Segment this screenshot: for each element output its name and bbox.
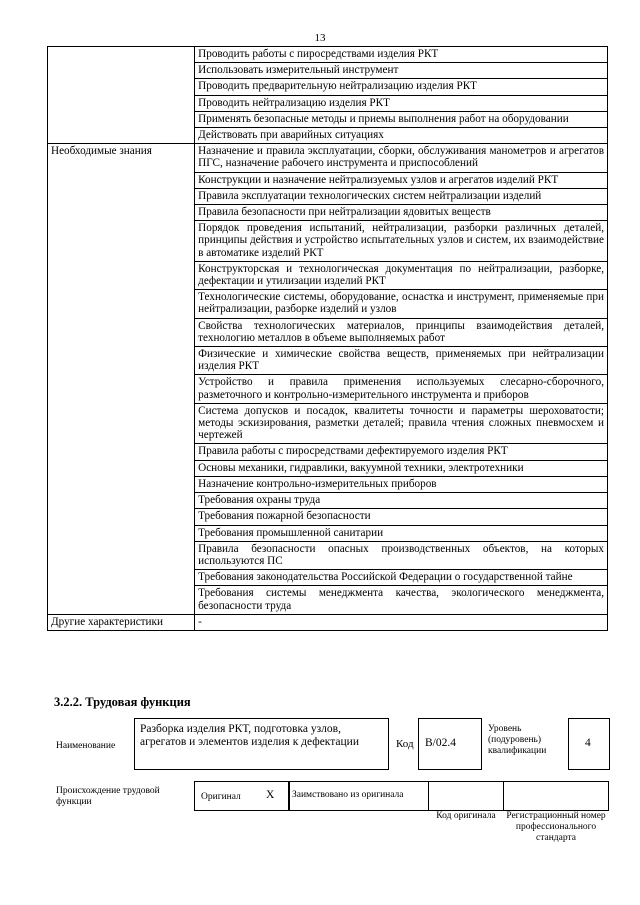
- requirement-item: Правила работы с пиросредствами дефектируемого изделия РКТ: [195, 444, 608, 460]
- original-mark: X: [266, 789, 275, 801]
- requirement-item: Правила эксплуатации технологических систем нейтрализации изделий: [195, 188, 608, 204]
- requirement-item: Технологические системы, оборудование, оснастка и инструмент, применяемые при нейтрализации, разборке изделий и узлов: [195, 290, 608, 318]
- table-row: [48, 614, 608, 630]
- code-original-box: [428, 781, 504, 811]
- empty-label-cell: [48, 47, 195, 144]
- table-row: [48, 144, 608, 172]
- original-label: Оригинал: [201, 792, 241, 802]
- reg-number-box: [502, 781, 609, 811]
- name-value: Разборка изделия РКТ, подготовка узлов, агрегатов и элементов изделия к дефектации: [140, 723, 359, 748]
- requirement-item: Требования охраны труда: [195, 493, 608, 509]
- requirement-item: Свойства технологических материалов, принципы взаимодействия деталей, технологию металлов в объеме выполняемых работ: [195, 318, 608, 346]
- requirement-item: Требования законодательства Российской Федерации о государственной тайне: [195, 570, 608, 586]
- code-label: Код: [396, 738, 414, 750]
- code-value: B/02.4: [425, 737, 456, 749]
- requirement-item: -: [195, 614, 608, 630]
- origin-label: Происхождение трудовой функции: [56, 786, 160, 807]
- requirement-item: Требования пожарной безопасности: [195, 509, 608, 525]
- requirement-item: Устройство и правила применения используемых слесарно-сборочного, разметочного и контрольно-измерительного инструмента и приборов: [195, 375, 608, 403]
- requirement-item: Система допусков и посадок, квалитеты точности и параметры шероховатости; методы эскизирования, разметки деталей; правила чтения сложных пневмосхем и чертежей: [195, 403, 608, 444]
- requirement-item: Действовать при аварийных ситуациях: [195, 128, 608, 144]
- row-label: Другие характеристики: [48, 614, 195, 630]
- requirement-item: Физические и химические свойства веществ, применяемых при нейтрализации изделия РКТ: [195, 347, 608, 375]
- section-heading: 3.2.2. Трудовая функция: [54, 695, 191, 709]
- borrowed-label: Заимствовано из оригинала: [292, 790, 404, 800]
- requirement-item: Проводить нейтрализацию изделия РКТ: [195, 95, 608, 111]
- code-original-label: Код оригинала: [436, 811, 496, 821]
- row-label: Необходимые знания: [48, 144, 195, 615]
- level-value: 4: [585, 737, 591, 749]
- reg-number-label: Регистрационный номер профессионального стандарта: [506, 811, 606, 843]
- requirement-item: Правила безопасности при нейтрализации ядовитых веществ: [195, 205, 608, 221]
- requirements-table: [47, 46, 608, 631]
- level-label: Уровень (подуровень) квалификации: [488, 724, 547, 756]
- requirement-item: Проводить работы с пиросредствами изделия РКТ: [195, 47, 608, 63]
- table-row: [48, 47, 608, 63]
- requirement-item: Применять безопасные методы и приемы выполнения работ на оборудовании: [195, 111, 608, 127]
- requirement-item: Конструкции и назначение нейтрализуемых узлов и агрегатов изделий РКТ: [195, 172, 608, 188]
- requirement-item: Использовать измерительный инструмент: [195, 63, 608, 79]
- requirement-item: Назначение контрольно-измерительных приборов: [195, 476, 608, 492]
- requirement-item: Порядок проведения испытаний, нейтрализации, разборки различных деталей, принципы действия и устройство испытательных узлов и систем, их взаимодействие в автоматике изделий РКТ: [195, 221, 608, 262]
- requirement-item: Требования промышленной санитарии: [195, 525, 608, 541]
- requirement-item: Конструкторская и технологическая документация по нейтрализации, разборке, дефектации и утилизации изделий РКТ: [195, 261, 608, 289]
- requirement-item: Правила безопасности опасных производственных объектов, на которых используются ПС: [195, 541, 608, 569]
- page-number: 13: [314, 32, 326, 44]
- name-label: Наименование: [56, 741, 116, 751]
- requirement-item: Основы механики, гидравлики, вакуумной техники, электротехники: [195, 460, 608, 476]
- requirement-item: Проводить предварительную нейтрализацию изделия РКТ: [195, 79, 608, 95]
- requirement-item: Требования системы менеджмента качества, экологического менеджмента, безопасности труда: [195, 586, 608, 614]
- requirement-item: Назначение и правила эксплуатации, сборки, обслуживания манометров и агрегатов ПГС, назначение рабочего инструмента и приспособлений: [195, 144, 608, 172]
